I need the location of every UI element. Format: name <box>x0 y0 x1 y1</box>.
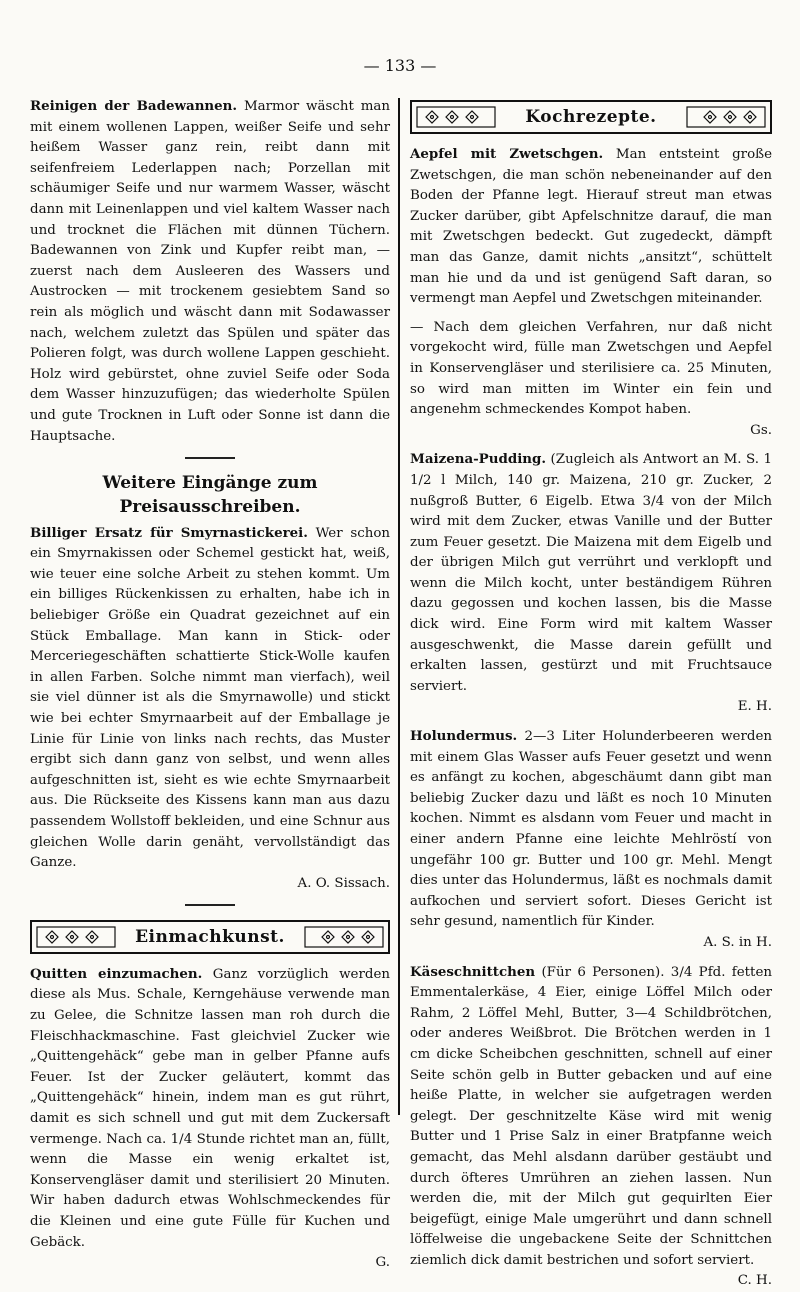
article-quince <box>30 964 390 1253</box>
article-signature: E. H. <box>737 699 772 715</box>
article-body: Marmor wäscht man mit einem wollenen Lappen, weißer Seife und sehr heißem Wasser ganz rein, reibt dann mit seifenfreiem Lederlappen nach; Porzellan mit schäumiger Seife und nur warmem Wasser, wäscht dann mit Leinenlappen und viel kaltem Wasser nach und trocknet die Flächen mit dünnen Tüchern. Badewannen von Zink und Kupfer reibt man, — zuerst nach dem Ausleeren des Wassers und Austrocken — mit trockenem gesiebtem Sand so rein als möglich und wäscht dann mit Sodawasser nach, welchem zuletzt das Spülen und später das Polieren folgt, was durch wollene Lappen geschieht. Holz wird gebürstet, ohne zuviel Seife oder Soda dem Wasser hinzuzufügen; das wiederholte Spülen und gute Trocknen in Luft oder Sonne ist dann die Hauptsache. <box>30 99 391 444</box>
article-signature: Gs. <box>750 422 772 438</box>
article-apple-continued <box>410 318 772 421</box>
left-column <box>30 96 390 1274</box>
banner-label: Kochrezepte. <box>519 107 662 127</box>
article-body: 2—3 Liter Holunderbeeren werden mit einem Glas Wasser aufs Feuer gesetzt und wenn es anfängt zu kochen, abgeschäumt dann gibt man beliebig Zucker dazu und läßt es noch 10 Minuten kochen. Nimmt es alsdann vom Feuer und macht in einer andern Pfanne eine leichte Mehlröstí von ungefähr 100 gr. Butter und 100 gr. Mehl. Mengt dies unter das Holundermus, läßt es nochmals damit aufkochen und serviert sofort. Dieses Gericht ist sehr gesund, namentlich für Kinder. <box>410 729 772 930</box>
article-body: Wer schon ein Smyrnakissen oder Schemel gestickt hat, weiß, wie teuer eine solche Arbeit zu stehen kommt. Um ein billiges Rückenkissen zu erhalten, habe ich in beliebiger Größe ein Quadrat gezeichnet auf ein Stück Emballage. Man kann in Stick- oder Merceriegeschäften schattierte Stick-Wolle kaufen in allen Farben. Solche nimmt man vierfach), weil sie viel dünner ist als die Smyrnawolle) und stickt wie bei echter Smyrnaarbeit auf der Emballage je Linie für Linie von links nach rechts, das Muster ergibt sich dann ganz von selbst, und wenn alles aufgeschnitten ist, sieht es wie echte Smyrnaarbeit aus. Die Rückseite des Kissens kann man aus dazu passendem Wollstoff bekleiden, und eine Schnur aus gleichen Wolle darin genäht, vervollständigt das Ganze. <box>30 525 391 871</box>
article-heading: Holundermus. <box>410 728 518 745</box>
banner-label: Einmachkunst. <box>129 927 291 947</box>
separator-rule <box>185 457 235 459</box>
article-signature: A. S. in H. <box>703 934 772 950</box>
article-heading: Käseschnittchen <box>410 963 536 980</box>
column-divider <box>398 98 400 1115</box>
section-title: Weitere Eingänge zum Preisausschreiben. <box>102 472 318 517</box>
article-body: (Zugleich als Antwort an M. S. 1 1/2 l Milch, 140 gr. Maizena, 210 gr. Zucker, 2 nußgroß Butter, 6 Eigelb. Etwa 3/4 von der Milch wird mit dem Zucker, etwas Vanille und der Butter zum Feuer gesetzt. Die Maizena mit dem Eigelb und der übrigen Milch gut verrührt und verklopft und wenn die Milch kocht, unter beständigem Rühren dazu gegossen und kochen lassen, bis die Masse dick wird. Eine Form wird mit kaltem Wasser ausgeschwenkt, die Masse darein gefüllt und erkalten lassen, gestürzt und mit Fruchtsauce serviert. <box>410 452 772 694</box>
ornament-icon <box>686 106 766 128</box>
ornament-icon <box>36 926 116 948</box>
article-bath <box>30 96 390 447</box>
page-number: — 133 — <box>363 56 437 75</box>
ornament-icon <box>416 106 496 128</box>
article-signature: A. O. Sissach. <box>297 875 390 891</box>
article-body: — Nach dem gleichen Verfahren, nur daß nicht vorgekocht wird, fülle man Zwetschgen und Aepfel in Konservengläser und sterilisiere ca. 25 Minuten, so wird man mitten im Winter ein fein und angenehm schmeckendes Kompot haben. <box>410 319 772 418</box>
article-apple <box>410 144 772 310</box>
right-column <box>410 96 772 1292</box>
article-signature: C. H. <box>737 1273 772 1289</box>
ornament-icon <box>304 926 384 948</box>
article-heading: Maizena-Pudding. <box>410 451 547 468</box>
article-cheese <box>410 962 772 1272</box>
article-body: Man entsteint große Zwetschgen, die man schön nebeneinander auf den Boden der Pfanne legt. Hierauf streut man etwas Zucker darüber, gibt Apfelschnitze darauf, die man mit Zwetschgen bedeckt. Gut zugedeckt, dämpft man das Ganze, damit nichts „ansitzt“, schüttelt man hie und da und ist genügend Saft daran, so vermengt man Aepfel und Zwetschgen miteinander. <box>410 147 773 307</box>
article-body: Ganz vorzüglich werden diese als Mus. Schale, Kerngehäuse verwende man zu Gelee, die Schnitze lassen man roh durch die Fleischhackmaschine. Fast gleichviel Zucker wie „Quittengehäck“ gebe man in gelber Pfanne aufs Feuer. Ist der Zucker geläutert, kommt das „Quittengehäck“ hinein, indem man es gut rührt, damit es sich schnell und gut mit dem Zuckersaft vermenge. Nach ca. 1/4 Stunde richtet man an, füllt, wenn die Masse ein wenig erkaltet ist, Konservengläser damit und sterilisiert 20 Minuten. Wir haben dadurch etwas Wohlschmeckendes für die Kleinen und eine gute Fülle für Kuchen und Gebäck. <box>30 966 390 1250</box>
separator-rule <box>185 904 235 906</box>
article-heading: Billiger Ersatz für Smyrnastickerei. <box>30 524 308 541</box>
article-heading: Aepfel mit Zwetschgen. <box>410 146 604 162</box>
article-smyrna <box>30 523 390 874</box>
article-signature: G. <box>375 1255 390 1271</box>
section-banner-einmachkunst <box>30 920 390 954</box>
section-banner-kochrezepte <box>410 100 772 134</box>
article-heading: Reinigen der Badewannen. <box>30 98 238 114</box>
article-elder <box>410 726 772 933</box>
article-maizena <box>410 449 772 697</box>
article-heading: Quitten einzumachen. <box>30 965 203 982</box>
article-body: (Für 6 Personen). 3/4 Pfd. fetten Emmentalerkäse, 4 Eier, einige Löffel Milch oder Rahm, 2 Löffel Mehl, Butter, 3—4 Schildbrötchen, oder anderes Weißbrot. Die Brötchen werden in 1 cm dicke Scheibchen geschnitten, schnell auf einer Seite schön gelb in Butter gebacken und auf eine heiße Platte, in welcher sie aufgetragen werden gelegt. Der geschnitzelte Käse wird mit wenig Butter und 1 Prise Salz in einer Bratpfanne weich gemacht, das Mehl alsdann darüber gestäubt und durch öfteres Umrühren an ziehen lassen. Nun werden die, mit der Milch gut gequirlten Eier beigefügt, einige Male umgerührt und dann schnell löffelweise die ungebackene Seite der Schnittchen ziemlich dick damit bestrichen und sofort serviert. <box>410 964 772 1268</box>
